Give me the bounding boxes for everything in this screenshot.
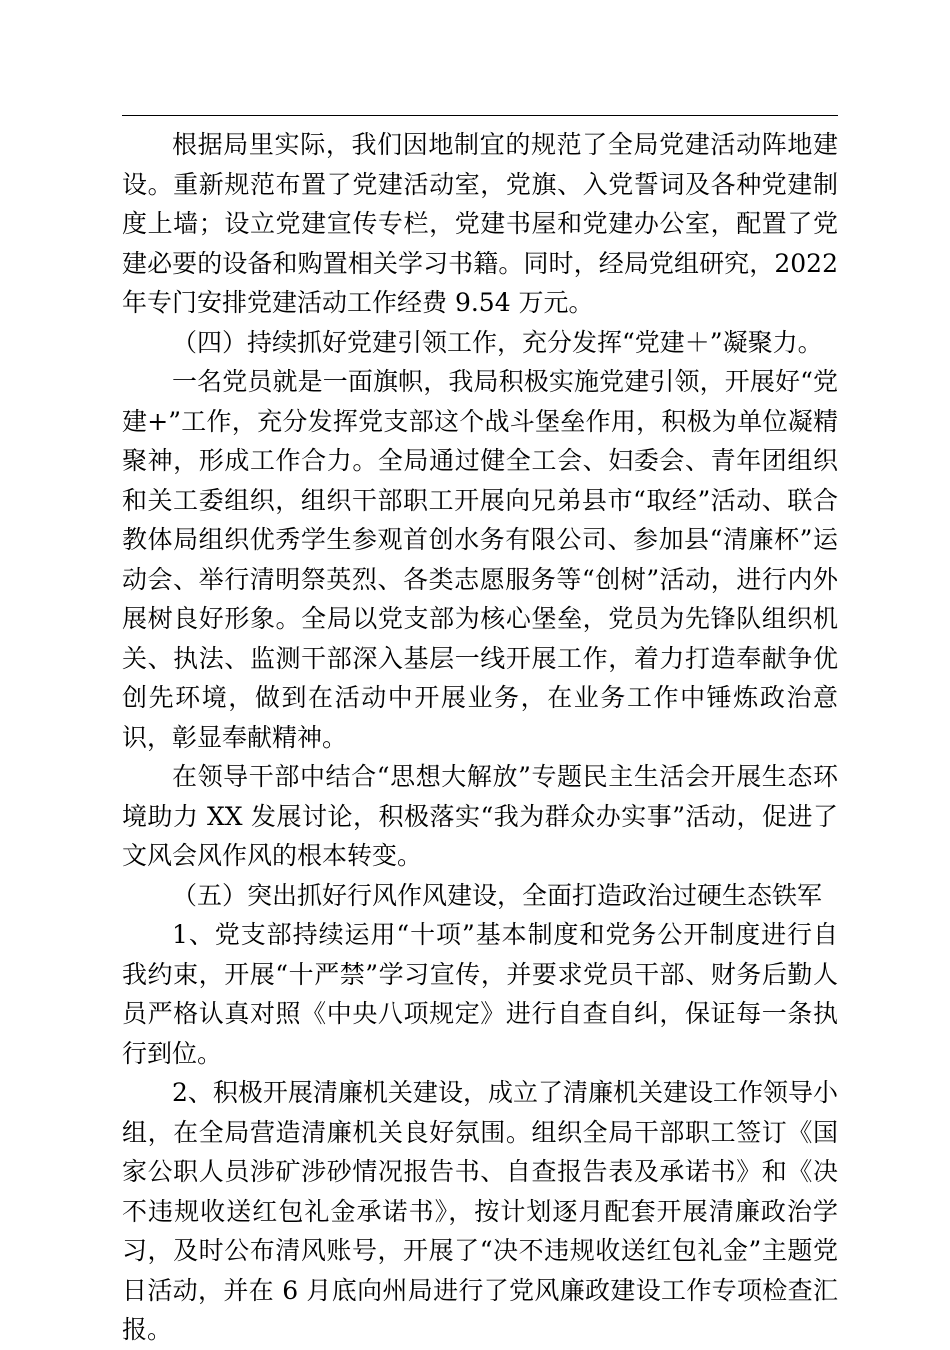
paragraph-party-building-plus: 一名党员就是一面旗帜，我局积极实施党建引领，开展好“党建+”工作，充分发挥党支部这个战斗堡垒作用，积极为单位凝精聚神，形成工作合力。全局通过健全工会、妇委会、青年团组织和关工委组织，组织干部职工开展向兄弟县市“取经”活动、联合教体局组织优秀学生参观首创水务有限公司、参加县“清廉杯”运动会、举行清明祭英烈、各类志愿服务等“创树”活动，进行内外展树良好形象。全局以党支部为核心堡垒，党员为先锋队组织机关、执法、监测干部深入基层一线开展工作，着力打造奉献争优创先环境，做到在活动中开展业务，在业务工作中锤炼政治意识，彰显奉献精神。 (122, 367, 838, 752)
paragraph-position-building: 根据局里实际，我们因地制宜的规范了全局党建活动阵地建设。重新规范布置了党建活动室，党旗、入党誓词及各种党建制度上墙；设立党建宣传专栏，党建书屋和党建办公室，配置了党建必要的设备和购置相关学习书籍。同时，经局党组研究，2022年专门安排党建活动工作经费 9.54 万元。 (122, 130, 838, 317)
section-heading-5: （五）突出抓好行风作风建设，全面打造政治过硬生态铁军 (172, 880, 823, 910)
section-heading-4: （四）持续抓好党建引领工作，充分发挥“党建＋”凝聚力。 (172, 327, 823, 357)
paragraph-item-1: 1、党支部持续运用“十项”基本制度和党务公开制度进行自我约束，开展“十严禁”学习宣传，并要求党员干部、财务后勤人员严格认真对照《中央八项规定》进行自查自纠，保证每一条执行到位。 (122, 920, 838, 1068)
header-rule (122, 115, 838, 116)
paragraph-leadership-discussion: 在领导干部中结合“思想大解放”专题民主生活会开展生态环境助力 XX 发展讨论，积极落实“我为群众办实事”活动，促进了文风会风作风的根本转变。 (122, 762, 838, 870)
paragraph-item-2: 2、积极开展清廉机关建设，成立了清廉机关建设工作领导小组，在全局营造清廉机关良好氛围。组织全局干部职工签订《国家公职人员涉矿涉砂情况报告书、自查报告表及承诺书》和《决不违规收送红包礼金承诺书》，按计划逐月配套开展清廉政治学习，及时公布清风账号，开展了“决不违规收送红包礼金”主题党日活动，并在 6 月底向州局进行了党风廉政建设工作专项检查汇报。 (122, 1078, 838, 1344)
document-body (122, 125, 838, 1350)
